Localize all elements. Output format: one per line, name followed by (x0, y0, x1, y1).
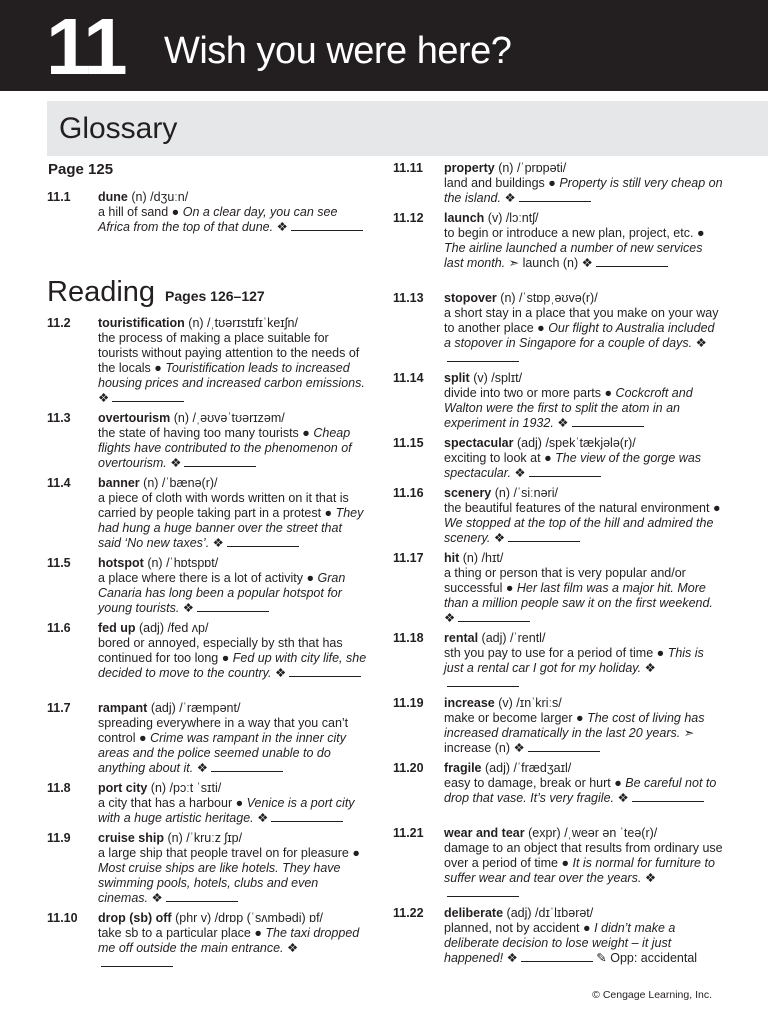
translation-blank-line[interactable] (211, 761, 283, 772)
write-in-symbol: ❖ (695, 336, 707, 350)
bullet-symbol: ● (139, 731, 147, 745)
part-of-speech-pronunciation: (n) /ˈprɒpəti/ (498, 161, 567, 175)
part-of-speech-pronunciation: (n) /dʒuːn/ (131, 190, 189, 204)
headword: dune (98, 190, 128, 204)
translation-blank-line[interactable] (458, 611, 530, 622)
bullet-symbol: ● (235, 796, 244, 810)
entry-body (444, 486, 723, 546)
definition: make or become larger (444, 711, 573, 725)
translation-blank-line[interactable] (632, 791, 704, 802)
example-sentence: Our flight to Australia included a stopover in Singapore for a couple of days. (444, 321, 715, 350)
entry-number: 11.2 (47, 316, 71, 330)
glossary-entry (47, 316, 367, 406)
entry-body (444, 371, 723, 431)
part-of-speech-pronunciation: (adj) /ˈrentl/ (481, 631, 546, 645)
translation-blank-line[interactable] (197, 601, 269, 612)
headword: port city (98, 781, 148, 795)
translation-blank-line[interactable] (519, 191, 591, 202)
bullet-symbol: ● (544, 451, 552, 465)
example-sentence: It is normal for furniture to suffer wear and tear over the years. (444, 856, 715, 885)
entry-number: 11.16 (393, 486, 424, 500)
translation-blank-line[interactable] (447, 886, 519, 897)
definition: the state of having too many tourists (98, 426, 299, 440)
example-sentence: Cockcroft and Walton were the first to split the atom in an experiment in 1932. (444, 386, 693, 430)
definition: spreading everywhere in a way that you can’t control (98, 716, 349, 745)
entry-number: 11.19 (393, 696, 424, 710)
glossary-title: Glossary (59, 112, 178, 145)
part-of-speech-pronunciation: (adj) /dɪˈlɪbərət/ (506, 906, 594, 920)
part-of-speech-pronunciation: (n) /pɔːt ˈsɪti/ (150, 781, 222, 795)
entry-body (444, 631, 723, 691)
example-sentence: The airline launched a number of new services last month. (444, 241, 703, 270)
bullet-symbol: ● (712, 501, 721, 515)
part-of-speech-pronunciation: (expr) /ˌweər ən ˈteə(r)/ (528, 826, 658, 840)
entry-number: 11.1 (47, 190, 71, 204)
headword: deliberate (444, 906, 504, 920)
glossary-entry (47, 476, 367, 551)
part-of-speech-pronunciation: (n) /ˌtʊərɪstɪfɪˈkeɪʃn/ (188, 316, 298, 330)
write-in-symbol: ❖ (287, 941, 299, 955)
headword: property (444, 161, 495, 175)
bullet-symbol: ● (154, 361, 162, 375)
entry-number: 11.5 (47, 556, 71, 570)
entry-number: 11.22 (393, 906, 424, 920)
unit-title: Wish you were here? (164, 30, 512, 72)
part-of-speech-pronunciation: (v) /splɪt/ (473, 371, 523, 385)
definition: bored or annoyed, especially by sth that has continued for too long (98, 636, 343, 665)
glossary-entry (393, 551, 723, 626)
example-sentence: Crime was rampant in the inner city areas and the police seemed unable to do anything about it. (98, 731, 346, 775)
headword: touristification (98, 316, 185, 330)
example-sentence: Fed up with city life, she decided to move to the country. (98, 651, 367, 680)
part-of-speech-pronunciation: (n) /ˈsiːnəri/ (494, 486, 558, 500)
headword: hit (444, 551, 460, 565)
write-in-symbol: ❖ (506, 951, 518, 965)
part-of-speech-pronunciation: (n) /ˌəʊvəˈtʊərɪzəm/ (173, 411, 285, 425)
glossary-entry (47, 556, 367, 616)
write-in-symbol: ❖ (212, 536, 224, 550)
part-of-speech-pronunciation: (adj) /ˈfrædʒaɪl/ (485, 761, 572, 775)
bullet-symbol: ● (254, 926, 262, 940)
definition: a thing or person that is very popular and/or successful (444, 566, 686, 595)
translation-blank-line[interactable] (291, 220, 363, 231)
example-sentence: We stopped at the top of the hill and admired the scenery. (444, 516, 714, 545)
write-in-symbol: ❖ (182, 601, 194, 615)
example-sentence: The taxi dropped me off outside the main entrance. (98, 926, 360, 955)
definition: a short stay in a place that you make on your way to another place (444, 306, 719, 335)
entry-body (98, 316, 367, 406)
translation-blank-line[interactable] (528, 741, 600, 752)
write-in-symbol: ❖ (617, 791, 629, 805)
entry-number: 11.4 (47, 476, 71, 490)
glossary-heading-band (47, 101, 768, 156)
example-sentence: This is just a rental car I got for my holiday. (444, 646, 704, 675)
example-sentence: Property is still very cheap on the island. (444, 176, 723, 205)
part-of-speech-pronunciation: (adj) /ˈræmpənt/ (150, 701, 241, 715)
bullet-symbol: ● (505, 581, 514, 595)
glossary-entry (393, 371, 723, 431)
translation-blank-line[interactable] (271, 811, 343, 822)
unit-header (0, 0, 768, 91)
glossary-entry (47, 621, 367, 681)
reading-section-heading (47, 273, 265, 311)
opposite-note: ✎ Opp: accidental (596, 951, 698, 965)
write-in-symbol: ❖ (444, 611, 456, 625)
headword: overtourism (98, 411, 171, 425)
bullet-symbol: ● (696, 226, 705, 240)
entry-number: 11.10 (47, 911, 78, 925)
headword: cruise ship (98, 831, 164, 845)
definition: a city that has a harbour (98, 796, 233, 810)
write-in-symbol: ❖ (513, 741, 525, 755)
example-sentence: On a clear day, you can see Africa from the top of that dune. (98, 205, 338, 234)
translation-blank-line[interactable] (184, 456, 256, 467)
glossary-entry (47, 411, 367, 471)
entry-number: 11.17 (393, 551, 424, 565)
glossary-entry (47, 190, 367, 235)
translation-blank-line[interactable] (447, 676, 519, 687)
definition: the process of making a place suitable for tourists without paying attention to the needs of the locals (98, 331, 360, 375)
write-in-symbol: ❖ (274, 666, 287, 680)
bullet-symbol: ● (561, 856, 569, 870)
entry-number: 11.13 (393, 291, 424, 305)
entry-body (444, 761, 723, 806)
entry-body (98, 556, 367, 616)
entry-number: 11.12 (393, 211, 424, 225)
write-in-symbol: ❖ (276, 220, 288, 234)
headword: launch (444, 211, 485, 225)
entry-body (98, 781, 367, 826)
bullet-symbol: ● (614, 776, 622, 790)
entry-body (98, 476, 367, 551)
example-sentence: Be careful not to drop that vase. It’s very fragile. (444, 776, 717, 805)
part-of-speech-pronunciation: (adj) /fed ʌp/ (138, 621, 209, 635)
write-in-symbol: ❖ (98, 391, 110, 405)
example-sentence: Cheap flights have contributed to the phenomenon of overtourism. (98, 426, 352, 470)
write-in-symbol: ❖ (170, 456, 182, 470)
headword: hotspot (98, 556, 144, 570)
glossary-entry (393, 211, 723, 271)
translation-blank-line[interactable] (166, 891, 238, 902)
definition: a hill of sand (98, 205, 169, 219)
part-of-speech-pronunciation: (n) /ˈbænə(r)/ (143, 476, 218, 490)
entry-body (444, 291, 723, 366)
definition: damage to an object that results from ordinary use over a period of time (444, 841, 723, 870)
translation-blank-line[interactable] (508, 531, 580, 542)
part-of-speech-pronunciation: (n) /ˈstɒpˌəʊvə(r)/ (500, 291, 598, 305)
glossary-entry (393, 761, 723, 806)
copyright-footer: © Cengage Learning, Inc. (592, 989, 712, 1001)
example-sentence: Touristification leads to increased housing prices and increased carbon emissions. (98, 361, 365, 390)
entry-number: 11.9 (47, 831, 71, 845)
glossary-entry (393, 631, 723, 691)
part-of-speech-pronunciation: (v) /ɪnˈkriːs/ (498, 696, 562, 710)
glossary-entry (47, 911, 367, 971)
part-of-speech-pronunciation: (n) /ˈkruːz ʃɪp/ (167, 831, 243, 845)
part-of-speech-pronunciation: (n) /hɪt/ (462, 551, 504, 565)
entry-number: 11.6 (47, 621, 71, 635)
definition: a place where there is a lot of activity (98, 571, 303, 585)
headword: rampant (98, 701, 148, 715)
entry-body (444, 906, 723, 966)
glossary-entry (393, 696, 723, 756)
example-sentence: Her last film was a major hit. More than a million people saw it on the first weekend. (444, 581, 713, 610)
headword: spectacular (444, 436, 514, 450)
entry-body (444, 211, 723, 271)
example-sentence: Most cruise ships are like hotels. They have swimming pools, hotels, clubs and even cinemas. (98, 861, 341, 905)
example-sentence: Venice is a port city with a huge artistic heritage. (98, 796, 355, 825)
definition: exciting to look at (444, 451, 541, 465)
translation-blank-line[interactable] (521, 951, 593, 962)
unit-number: 11 (46, 2, 125, 91)
translation-blank-line[interactable] (289, 666, 361, 677)
entry-number: 11.14 (393, 371, 424, 385)
headword: scenery (444, 486, 492, 500)
part-of-speech-pronunciation: (phr v) /drɒp (ˈsʌmbədi) ɒf/ (175, 911, 324, 925)
entry-body (98, 190, 367, 235)
definition: to begin or introduce a new plan, project, etc. (444, 226, 694, 240)
entry-body (444, 551, 723, 626)
glossary-entry (47, 831, 367, 906)
part-of-speech-pronunciation: (adj) /spekˈtækjələ(r)/ (516, 436, 636, 450)
definition: a large ship that people travel on for pleasure (98, 846, 349, 860)
bullet-symbol: ● (302, 426, 310, 440)
example-sentence: I didn’t make a deliberate decision to lose weight – it just happened! (444, 921, 676, 965)
part-of-speech-pronunciation: (n) /ˈhɒtspɒt/ (147, 556, 219, 570)
glossary-entry (393, 486, 723, 546)
translation-blank-line[interactable] (112, 391, 184, 402)
write-in-symbol: ❖ (196, 761, 208, 775)
reading-title: Reading (47, 276, 156, 308)
bullet-symbol: ● (221, 651, 230, 665)
bullet-symbol: ● (352, 846, 360, 860)
glossary-entry (393, 161, 723, 206)
headword: wear and tear (444, 826, 525, 840)
entry-number: 11.7 (47, 701, 71, 715)
headword: increase (444, 696, 495, 710)
write-in-symbol: ❖ (493, 531, 506, 545)
glossary-entry (47, 781, 367, 826)
write-in-symbol: ❖ (151, 891, 163, 905)
definition: easy to damage, break or hurt (444, 776, 611, 790)
headword: fragile (444, 761, 482, 775)
translation-blank-line[interactable] (572, 416, 644, 427)
entry-number: 11.8 (47, 781, 71, 795)
headword: fed up (98, 621, 136, 635)
entry-number: 11.21 (393, 826, 424, 840)
definition: the beautiful features of the natural environment (444, 501, 710, 515)
write-in-symbol: ❖ (644, 661, 656, 675)
bullet-symbol: ● (656, 646, 665, 660)
entry-body (444, 826, 723, 901)
headword: stopover (444, 291, 497, 305)
example-sentence: They had hung a huge banner over the street that said ‘No new taxes’. (98, 506, 364, 550)
entry-body (98, 701, 367, 776)
part-of-speech-pronunciation: (v) /lɔːntʃ/ (487, 211, 539, 225)
write-in-symbol: ❖ (514, 466, 526, 480)
example-sentence: Gran Canaria has long been a popular hotspot for young tourists. (98, 571, 346, 615)
bullet-symbol: ● (171, 205, 180, 219)
entry-body (444, 696, 723, 756)
entry-body (98, 911, 367, 971)
glossary-entry (393, 826, 723, 901)
glossary-entry (393, 436, 723, 481)
entry-number: 11.20 (393, 761, 424, 775)
definition: divide into two or more parts (444, 386, 602, 400)
definition: planned, not by accident (444, 921, 580, 935)
glossary-entry (47, 701, 367, 776)
headword: drop (sb) off (98, 911, 172, 925)
entry-number: 11.15 (393, 436, 424, 450)
definition: take sb to a particular place (98, 926, 251, 940)
definition: sth you pay to use for a period of time (444, 646, 654, 660)
entry-body (98, 411, 367, 471)
bullet-symbol: ● (537, 321, 545, 335)
headword: split (444, 371, 470, 385)
translation-blank-line[interactable] (101, 956, 173, 967)
entry-number: 11.11 (393, 161, 423, 175)
glossary-entry (393, 906, 723, 966)
entry-body (98, 621, 367, 681)
translation-blank-line[interactable] (596, 256, 668, 267)
bullet-symbol: ● (583, 921, 591, 935)
translation-blank-line[interactable] (227, 536, 299, 547)
headword: banner (98, 476, 140, 490)
related-form: ➣ increase (n) (444, 726, 695, 755)
translation-blank-line[interactable] (529, 466, 601, 477)
bullet-symbol: ● (324, 506, 333, 520)
write-in-symbol: ❖ (644, 871, 657, 885)
write-in-symbol: ❖ (257, 811, 269, 825)
write-in-symbol: ❖ (557, 416, 569, 430)
bullet-symbol: ● (604, 386, 613, 400)
entry-body (98, 831, 367, 906)
bullet-symbol: ● (576, 711, 584, 725)
glossary-entry (393, 291, 723, 366)
definition: a piece of cloth with words written on it that is carried by people taking part in a protest (98, 491, 349, 520)
bullet-symbol: ● (548, 176, 556, 190)
write-in-symbol: ❖ (581, 256, 593, 270)
translation-blank-line[interactable] (447, 351, 519, 362)
entry-number: 11.3 (47, 411, 71, 425)
entry-body (444, 161, 723, 206)
reading-pages: Pages 126–127 (165, 288, 265, 304)
example-sentence: The cost of living has increased dramatically in the last 20 years. (444, 711, 705, 740)
related-form: ➣ launch (n) (508, 256, 579, 270)
write-in-symbol: ❖ (504, 191, 516, 205)
headword: rental (444, 631, 479, 645)
page-reference: Page 125 (48, 161, 114, 178)
entry-body (444, 436, 723, 481)
entry-number: 11.18 (393, 631, 424, 645)
example-sentence: The view of the gorge was spectacular. (444, 451, 702, 480)
bullet-symbol: ● (306, 571, 315, 585)
definition: land and buildings (444, 176, 545, 190)
